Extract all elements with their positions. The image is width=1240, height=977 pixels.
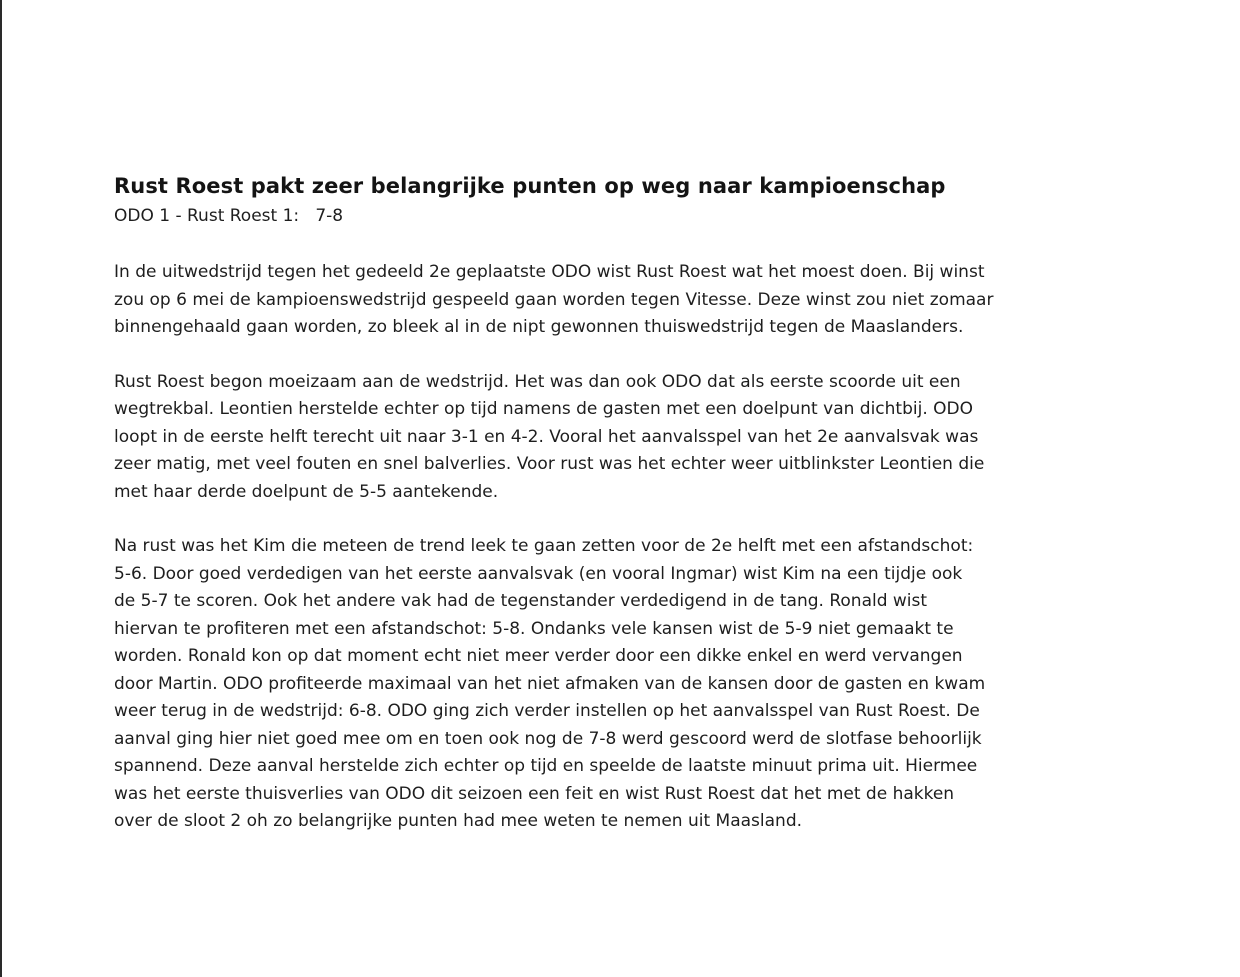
paragraph-first-half xyxy=(114,369,1114,507)
text-line: zeer matig, met veel fouten en snel balverlies. Voor rust was het echter weer uitblinkster Leontien die xyxy=(114,454,985,474)
text-line: hiervan te profiteren met een afstandschot: 5-8. Ondanks vele kansen wist de 5-9 niet gemaakt te xyxy=(114,618,954,639)
text-line: Na rust was het Kim die meteen de trend leek te gaan zetten voor de 2e helft met een afstandschot: xyxy=(114,536,974,556)
text-line: aanval ging hier niet goed mee om en toen ook nog de 7-8 werd gescoord werd de slotfase behoorlijk xyxy=(114,728,982,749)
text-line: weer terug in de wedstrijd: 6-8. ODO ging zich verder instellen op het aanvalsspel van Rust Roest. De xyxy=(114,701,980,721)
score-line: ODO 1 - Rust Roest 1: 7-8 xyxy=(114,206,344,226)
headline: Rust Roest pakt zeer belangrijke punten op weg naar kampioenschap xyxy=(114,174,946,198)
text-line: In de uitwedstrijd tegen het gedeeld 2e geplaatste ODO wist Rust Roest wat het moest doen. Bij winst xyxy=(114,262,985,282)
text-line: was het eerste thuisverlies van ODO dit seizoen een feit en wist Rust Roest dat het met de hakken xyxy=(114,783,955,804)
scan-edge xyxy=(0,0,2,977)
text-line: 5-6. Door goed verdedigen van het eerste aanvalsvak (en vooral Ingmar) wist Kim na een tijdje ook xyxy=(114,563,963,584)
text-line: Rust Roest begon moeizaam aan de wedstrijd. Het was dan ook ODO dat als eerste scoorde uit een xyxy=(114,371,961,392)
article xyxy=(114,170,1114,836)
text-line: spannend. Deze aanval herstelde zich echter op tijd en speelde de laatste minuut prima uit. Hiermee xyxy=(114,756,978,776)
text-line: loopt in de eerste helft terecht uit naar 3-1 en 4-2. Vooral het aanvalsspel van het 2e aanvalsvak was xyxy=(114,426,979,447)
text-line: over de sloot 2 oh zo belangrijke punten had mee weten te nemen uit Maasland. xyxy=(114,811,803,831)
text-line: de 5-7 te scoren. Ook het andere vak had de tegenstander verdedigend in de tang. Ronald wist xyxy=(114,591,928,611)
text-line: binnengehaald gaan worden, zo bleek al in de nipt gewonnen thuiswedstrijd tegen de Maaslanders. xyxy=(114,317,964,337)
text-line: met haar derde doelpunt de 5-5 aantekende. xyxy=(114,481,499,502)
paragraph-second-half xyxy=(114,533,1114,836)
text-line: door Martin. ODO profiteerde maximaal van het niet afmaken van de kansen door de gasten en kwam xyxy=(114,673,986,694)
text-line: worden. Ronald kon op dat moment echt niet meer verder door een dikke enkel en werd vervangen xyxy=(114,646,963,666)
text-line: zou op 6 mei de kampioenswedstrijd gespeeld gaan worden tegen Vitesse. Deze winst zou niet zomaar xyxy=(114,289,994,310)
paragraph-intro xyxy=(114,259,1114,342)
text-line: wegtrekbal. Leontien herstelde echter op tijd namens de gasten met een doelpunt van dichtbij. ODO xyxy=(114,399,973,419)
